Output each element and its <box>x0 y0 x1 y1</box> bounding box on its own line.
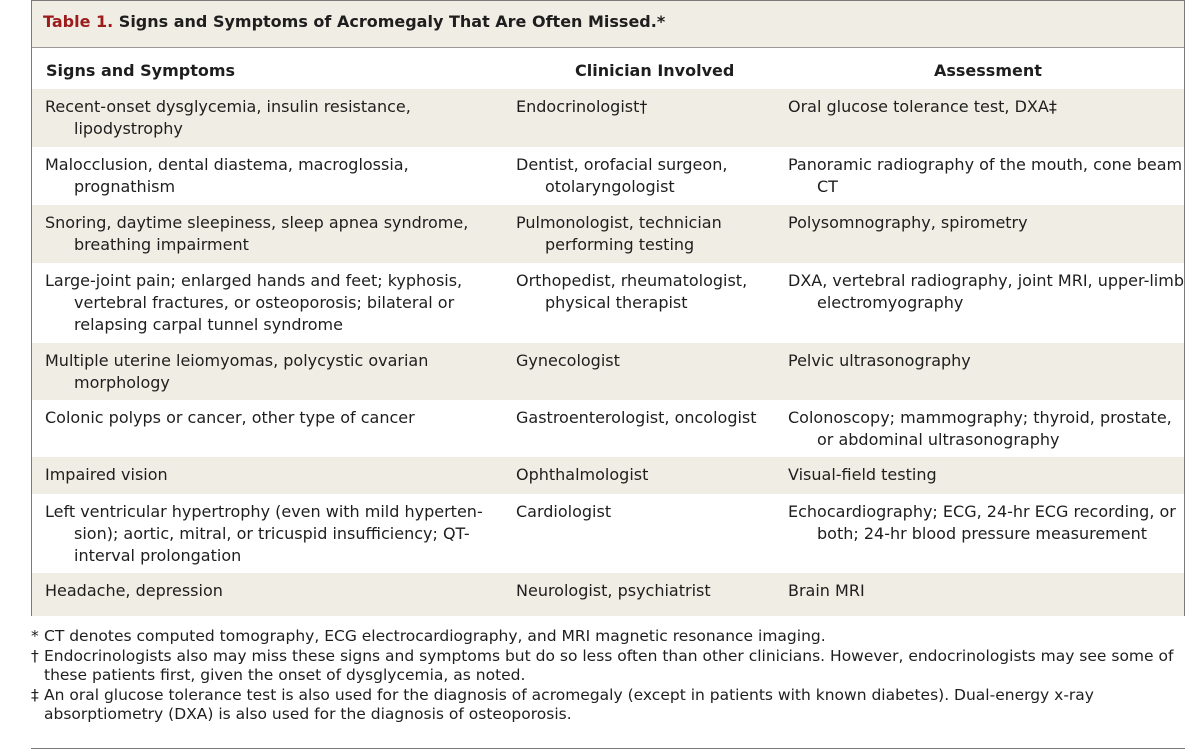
table-row <box>32 400 1184 457</box>
table-row <box>32 147 1184 205</box>
signs-cell: Snoring, daytime sleepiness, sleep apnea syndrome, breathing impairment <box>45 213 469 254</box>
footnotes <box>31 627 1191 725</box>
signs-cell: Recent-onset dysglycemia, insulin resistance, lipodystrophy <box>45 97 411 138</box>
signs-cell: Multiple uterine leiomyomas, polycystic ovarian morphology <box>45 351 429 392</box>
footnote <box>31 627 1191 647</box>
footnote-mark: ‡ <box>31 685 39 704</box>
footnote <box>31 686 1191 725</box>
table-row <box>32 573 1184 616</box>
bottom-rule <box>31 748 1185 749</box>
assessment-cell: Pelvic ultrasonography <box>788 351 971 370</box>
clinician-cell: Cardiologist <box>516 502 612 521</box>
clinician-cell: Pulmonologist, technician performing testing <box>516 213 722 254</box>
table-row <box>32 263 1184 343</box>
clinician-cell: Neurologist, psychiatrist <box>516 581 711 600</box>
header-assessment: Assessment <box>934 61 1042 80</box>
table-number: Table 1. <box>43 12 114 31</box>
footnote-text: CT denotes computed tomography, ECG electrocardiography, and MRI magnetic resonance imaging. <box>44 627 826 645</box>
signs-cell: Malocclusion, dental diastema, macroglossia, prognathism <box>45 155 409 196</box>
signs-cell: Colonic polyps or cancer, other type of cancer <box>45 408 415 427</box>
clinician-cell: Orthopedist, rheumatologist, physical therapist <box>516 271 748 312</box>
assessment-cell: Panoramic radiography of the mouth, cone beam CT <box>788 155 1183 196</box>
signs-cell: Impaired vision <box>45 465 168 484</box>
footnote <box>31 647 1191 686</box>
footnote-mark: † <box>31 646 39 665</box>
table-row <box>32 494 1184 573</box>
footnote-mark: * <box>31 627 39 645</box>
clinician-cell: Dentist, orofacial surgeon, otolaryngologist <box>516 155 728 196</box>
table-row <box>32 457 1184 494</box>
footnote-text: An oral glucose tolerance test is also used for the diagnosis of acromegaly (except in patients with known diabetes). Dual-energy x-ray absorptiometry (DXA) is also used for the diagnosis of osteoporosis. <box>44 685 1094 723</box>
clinician-cell: Gastroenterologist, oncologist <box>516 408 757 427</box>
assessment-cell: Visual-field testing <box>788 465 937 484</box>
header-signs: Signs and Symptoms <box>46 61 236 80</box>
signs-cell: Large-joint pain; enlarged hands and feet; kyphosis, vertebral fractures, or osteoporosis; bilateral or relapsing carpal tunnel syndrome <box>45 271 463 334</box>
signs-cell: Headache, depression <box>45 581 223 600</box>
assessment-cell: Echocardiography; ECG, 24-hr ECG recording, or both; 24-hr blood pressure measurement <box>788 502 1176 543</box>
footnote-text: Endocrinologists also may miss these signs and symptoms but do so less often than other clinicians. However, endocrinologists may see some of these patients first, given the onset of dysglycemia, as noted. <box>44 646 1174 684</box>
table-row <box>32 343 1184 400</box>
assessment-cell: DXA, vertebral radiography, joint MRI, upper-limb electromyography <box>788 271 1184 312</box>
assessment-cell: Oral glucose tolerance test, DXA‡ <box>788 97 1057 116</box>
clinician-cell: Ophthalmologist <box>516 465 649 484</box>
clinician-cell: Gynecologist <box>516 351 620 370</box>
table-row <box>32 205 1184 263</box>
assessment-cell: Polysomnography, spirometry <box>788 213 1028 232</box>
table-title <box>32 1 1184 48</box>
assessment-cell: Brain MRI <box>788 581 865 600</box>
assessment-cell: Colonoscopy; mammography; thyroid, prostate, or abdominal ultrasonography <box>788 408 1172 449</box>
table-title-text: Signs and Symptoms of Acromegaly That Are Often Missed.* <box>113 12 666 31</box>
clinician-cell: Endocrinologist† <box>516 97 648 116</box>
table-row <box>32 89 1184 147</box>
signs-cell: Left ventricular hypertrophy (even with mild hyperten-sion); aortic, mitral, or tricuspid insufficiency; QT-interval prolongation <box>45 502 483 565</box>
header-clinician: Clinician Involved <box>575 61 735 80</box>
